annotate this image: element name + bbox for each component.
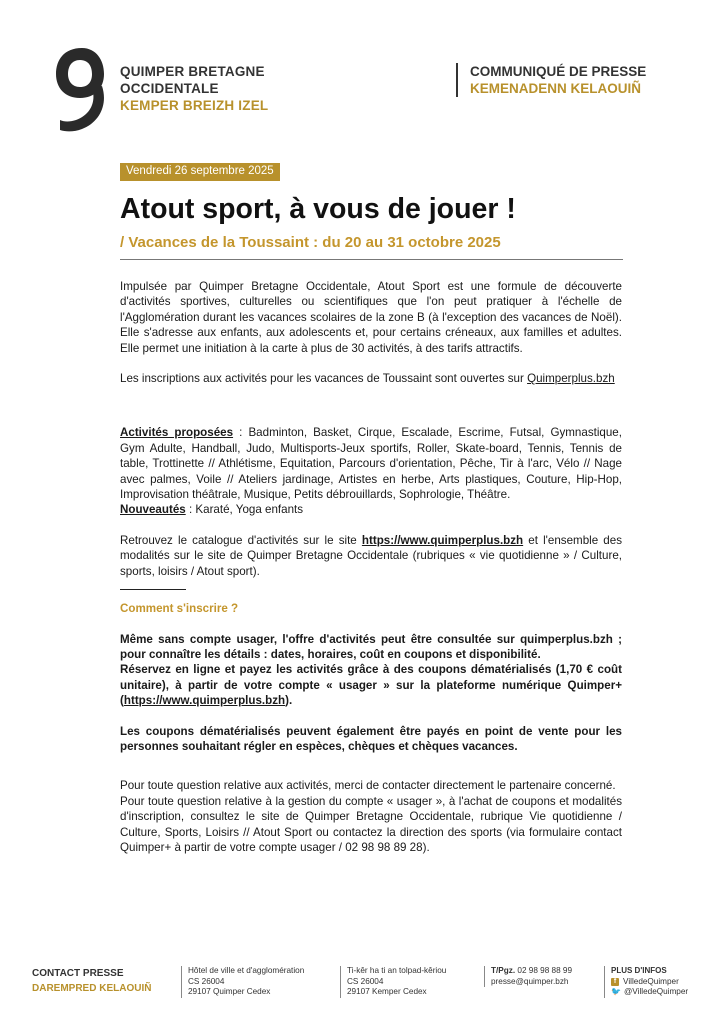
bold-paragraph-1: Même sans compte usager, l'offre d'activités peut être consultée sur quimperplus.bzh ; pour connaître les détails : dates, horaires, coût en coupons et disponibilité. bbox=[120, 632, 622, 661]
page-footer bbox=[0, 958, 724, 1008]
page-subtitle: / Vacances de la Toussaint : du 20 au 31 octobre 2025 bbox=[120, 234, 501, 251]
bold-paragraph-2 bbox=[120, 662, 622, 708]
press-release-label bbox=[456, 63, 646, 97]
twitter-handle: @VilledeQuimper bbox=[624, 987, 689, 997]
facebook-handle: VilledeQuimper bbox=[623, 976, 679, 986]
footer-phone bbox=[491, 966, 572, 977]
address-br-line-2: CS 26004 bbox=[347, 976, 384, 986]
page-title: Atout sport, à vous de jouer ! bbox=[120, 193, 516, 225]
qbo-logo-icon bbox=[52, 44, 110, 132]
footer-infos-heading: PLUS D'INFOS bbox=[611, 966, 667, 975]
press-line-2: KEMENADENN KELAOUIÑ bbox=[470, 81, 642, 96]
footer-phone-email bbox=[484, 966, 572, 987]
facebook-link[interactable] bbox=[611, 977, 688, 988]
quimperplus-link-2[interactable]: https://www.quimperplus.bzh bbox=[123, 694, 286, 708]
intro-paragraph: Impulsée par Quimper Bretagne Occidentale, Atout Sport est une formule de découverte d'activités sportives, culturelles ou scientifiques que l'on peut pratiquer à l'échelle de l'Agglomération durant les vacances scolaires de la zone B (à l'exception des vacances de Noël). Elle s'adresse aux enfants, aux adolescents et, pour certains créneaux, aux familles et adultes. Elle permet une initiation à la carte à plus de 30 activités, à des tarifs attractifs. bbox=[120, 280, 622, 355]
twitter-link[interactable] bbox=[611, 987, 688, 998]
bold-paragraph-3: Les coupons dématérialisés peuvent également être payés en point de vente pour les personnes souhaitant régler en espèces, chèques et chèques vacances. bbox=[120, 724, 622, 753]
org-line-3: KEMPER BREIZH IZEL bbox=[120, 98, 269, 113]
bold2-text: Réservez en ligne et payez les activités grâce à des coupons dématérialisés (1,70 € coût unitaire), à partir de votre compte « usager » sur la plateforme numérique Quimper+ ( bbox=[120, 663, 622, 708]
org-line-1: QUIMPER BRETAGNE bbox=[120, 64, 265, 79]
address-fr-line-2: CS 26004 bbox=[188, 976, 225, 986]
org-line-2: OCCIDENTALE bbox=[120, 81, 219, 96]
activities-paragraph bbox=[120, 425, 622, 502]
address-fr-line-1: Hôtel de ville et d'agglomération bbox=[188, 966, 305, 975]
address-fr-line-3: 29107 Quimper Cedex bbox=[188, 987, 271, 997]
catalogue-paragraph bbox=[120, 533, 622, 579]
article-body bbox=[120, 279, 622, 855]
footer-social bbox=[604, 966, 688, 998]
contact-paragraph-2: Pour toute question relative à la gestion du compte « usager », à l'achat de coupons et modalités d'inscription, consultez le site de Quimper Bretagne Occidentale, rubrique Vie quotidienne / Culture, Sports, Loisirs // Atout Sport ou contactez la direction des sports (via formulaire contact Quimper+ à partir de votre compte usager / 02 98 98 89 28). bbox=[120, 794, 622, 854]
footer-contact bbox=[32, 966, 151, 996]
press-line-1: COMMUNIQUÉ DE PRESSE bbox=[470, 64, 647, 79]
bold2-text-after: ). bbox=[285, 694, 293, 708]
phone-number: 02 98 98 88 99 bbox=[515, 966, 573, 975]
twitter-icon: 🐦 bbox=[611, 987, 621, 997]
catalogue-text: Retrouvez le catalogue d'activités sur le site bbox=[120, 533, 362, 547]
new-activities-paragraph bbox=[120, 502, 622, 517]
new-label: Nouveautés bbox=[120, 503, 186, 517]
facebook-icon: f bbox=[611, 978, 619, 986]
organization-name bbox=[120, 63, 268, 114]
catalogue-link[interactable]: https://www.quimperplus.bzh bbox=[361, 533, 524, 547]
footer-contact-line-1: CONTACT PRESSE bbox=[32, 968, 124, 979]
phone-label: T/Pgz. bbox=[491, 966, 516, 975]
contact-paragraph-1: Pour toute question relative aux activités, merci de contacter directement le partenaire concerné. bbox=[120, 779, 616, 793]
title-divider bbox=[120, 259, 623, 260]
activities-list: : Badminton, Basket, Cirque, Escalade, Escrime, Futsal, Gymnastique, Gym Adulte, Handball, Judo, Multisports-Jeux sportifs, Roller, Skate-board, Tennis, Tennis de table, Trottinette // Athlétisme, Equitation, Parcours d'orientation, Pêche, Tir à l'arc, Vélo // Nage avec palmes, Voile // Ateliers jardinage, Artistes en herbe, Arts plastiques, Couture, Hip-Hop, Improvisation théâtrale, Musique, Petits débrouillards, Sophrologie, Théâtre. bbox=[120, 426, 622, 502]
footer-address-fr bbox=[181, 966, 304, 998]
address-br-line-3: 29107 Kemper Cedex bbox=[347, 987, 427, 997]
footer-contact-line-2: DAREMPRED KELAOUIÑ bbox=[32, 983, 152, 994]
inscriptions-paragraph bbox=[120, 371, 622, 386]
date-badge: Vendredi 26 septembre 2025 bbox=[120, 163, 280, 181]
quimperplus-link[interactable]: Quimperplus.bzh bbox=[527, 372, 615, 386]
inscriptions-text: Les inscriptions aux activités pour les vacances de Toussaint sont ouvertes sur bbox=[120, 372, 528, 386]
catalogue-text-after: et l'ensemble des modalités sur le site de Quimper Bretagne Occidentale (rubriques « vie quotidienne » / Culture, sports, loisirs / Atout sport). bbox=[120, 533, 623, 578]
footer-address-br bbox=[340, 966, 446, 998]
new-list: : Karaté, Yoga enfants bbox=[185, 503, 304, 517]
section-heading: Comment s'inscrire ? bbox=[120, 602, 239, 616]
address-br-line-1: Ti-kêr ha ti an tolpad-kêriou bbox=[347, 966, 447, 975]
section-divider bbox=[120, 589, 186, 590]
footer-email[interactable]: presse@quimper.bzh bbox=[491, 976, 569, 986]
activities-label: Activités proposées bbox=[120, 426, 234, 440]
